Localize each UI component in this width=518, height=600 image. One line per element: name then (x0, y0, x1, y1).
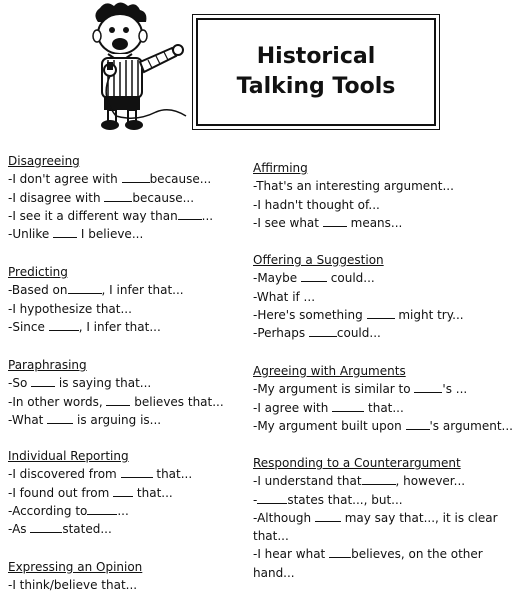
item-text: -Based on (8, 283, 68, 298)
fill-in-blank (309, 324, 337, 337)
section-heading: Affirming (253, 161, 308, 175)
section-disagreeing (8, 152, 213, 243)
fill-in-blank (406, 417, 430, 430)
title-line-2: Talking Tools (236, 74, 396, 99)
list-item (8, 576, 142, 594)
section-predicting (8, 263, 184, 336)
item-text: , however... (395, 474, 466, 489)
item-text: believes that... (130, 394, 224, 409)
item-text: - (253, 492, 258, 507)
item-text: might try... (394, 307, 464, 322)
item-text: is arguing is... (73, 412, 162, 427)
item-text: because... (132, 190, 195, 205)
section-heading: Offering a Suggestion (253, 253, 384, 267)
list-item (253, 269, 464, 287)
fill-in-blank (87, 502, 117, 515)
fill-in-blank (329, 545, 351, 558)
fill-in-blank (122, 170, 150, 183)
item-text: -Unlike (8, 227, 54, 242)
item-text: -I understand that (253, 474, 362, 489)
item-text: -I see what (253, 215, 323, 230)
item-text: -I disagree with (8, 190, 105, 205)
item-text: -That's an interesting argument... (253, 179, 454, 194)
list-item (253, 380, 513, 398)
item-text: -What if ... (253, 289, 316, 304)
item-text: that... (152, 467, 193, 482)
list-item (253, 196, 454, 214)
item-text: -I discovered from (8, 467, 121, 482)
list-item (253, 509, 511, 546)
item-text: ... (117, 503, 129, 518)
section-agreeing-with-arguments (253, 362, 513, 435)
item-text: means... (346, 215, 403, 230)
item-text: that... (133, 485, 173, 500)
list-item (253, 491, 511, 509)
fill-in-blank (301, 269, 327, 282)
fill-in-blank (113, 484, 133, 497)
section-responding-to-a-counterargument (253, 454, 511, 582)
item-text: -Since (8, 319, 49, 334)
section-affirming (253, 159, 454, 232)
section-expressing-an-opinion (8, 558, 142, 595)
fill-in-blank (414, 380, 442, 393)
fill-in-blank (367, 306, 395, 319)
item-text: 's argument... (429, 418, 513, 433)
item-text: -I see it a different way than (8, 208, 178, 223)
list-item (8, 411, 224, 429)
section-heading: Agreeing with Arguments (253, 364, 406, 378)
item-text: -So (8, 376, 32, 391)
list-item (253, 545, 511, 582)
section-heading: Disagreeing (8, 154, 80, 168)
fill-in-blank (315, 509, 341, 522)
section-heading: Paraphrasing (8, 358, 87, 372)
item-text: -In other words, (8, 394, 107, 409)
item-text: -I hadn't thought of... (253, 197, 380, 212)
list-item (8, 225, 213, 243)
item-text: 's ... (442, 382, 468, 397)
list-item (8, 170, 213, 188)
cartoon-boy-clipart (60, 0, 200, 132)
item-text: ... (201, 208, 214, 223)
item-text: states that..., but... (287, 492, 403, 507)
list-item (8, 300, 184, 318)
item-text: is saying that... (55, 376, 152, 391)
list-item (8, 318, 184, 336)
list-item (253, 288, 464, 306)
fill-in-blank (323, 214, 347, 227)
item-text: -I don't agree with (8, 172, 122, 187)
list-item (253, 417, 513, 435)
item-text: -My argument built upon (253, 418, 406, 433)
list-item (8, 281, 184, 299)
list-item (8, 189, 213, 207)
list-item (8, 393, 224, 411)
item-text: that... (364, 400, 404, 415)
list-item (253, 324, 464, 342)
fill-in-blank (53, 225, 77, 238)
section-offering-a-suggestion (253, 251, 464, 342)
item-text: -According to (8, 503, 88, 518)
list-item (8, 374, 224, 392)
item-text: -I think/believe that... (8, 578, 138, 593)
list-item (253, 472, 511, 490)
title-sign (196, 18, 436, 126)
fill-in-blank (49, 318, 79, 331)
list-item (8, 484, 192, 502)
section-individual-reporting (8, 447, 192, 538)
item-text: -As (8, 522, 31, 537)
item-text: -My argument is similar to (253, 382, 415, 397)
section-paraphrasing (8, 356, 224, 429)
item-text: -Although (253, 510, 315, 525)
fill-in-blank (257, 491, 287, 504)
fill-in-blank (47, 411, 73, 424)
section-heading: Predicting (8, 265, 68, 279)
list-item (8, 465, 192, 483)
item-text: because... (149, 172, 212, 187)
list-item (8, 520, 192, 538)
fill-in-blank (31, 374, 55, 387)
list-item (253, 177, 454, 195)
item-text: stated... (62, 522, 112, 537)
fill-in-blank (68, 281, 102, 294)
item-text: -Here's something (253, 307, 367, 322)
list-item (8, 502, 192, 520)
item-text: -I hypothesize that... (8, 301, 132, 316)
fill-in-blank (332, 399, 364, 412)
section-heading: Expressing an Opinion (8, 560, 143, 574)
section-heading: Responding to a Counterargument (253, 456, 461, 470)
fill-in-blank (106, 393, 130, 406)
list-item (253, 399, 513, 417)
item-text: -I agree with (253, 400, 333, 415)
item-text: could... (326, 271, 375, 286)
title-line-1: Historical (256, 44, 376, 69)
list-item (8, 207, 213, 225)
item-text: I believe... (77, 227, 144, 242)
list-item (253, 306, 464, 324)
fill-in-blank (121, 465, 153, 478)
fill-in-blank (30, 520, 62, 533)
item-text: could... (336, 326, 381, 341)
item-text: -I found out from (8, 485, 114, 500)
fill-in-blank (178, 207, 202, 220)
item-text: -I hear what (253, 547, 330, 562)
item-text: believes, on the other hand... (253, 547, 483, 580)
section-heading: Individual Reporting (8, 449, 129, 463)
fill-in-blank (104, 189, 132, 202)
item-text: , I infer that... (101, 283, 184, 298)
item-text: -What (8, 412, 48, 427)
item-text: -Maybe (253, 271, 301, 286)
item-text: -Perhaps (253, 326, 309, 341)
list-item (253, 214, 454, 232)
fill-in-blank (362, 472, 396, 485)
item-text: may say that..., it is clear that... (253, 510, 498, 544)
item-text: , I infer that... (78, 319, 161, 334)
